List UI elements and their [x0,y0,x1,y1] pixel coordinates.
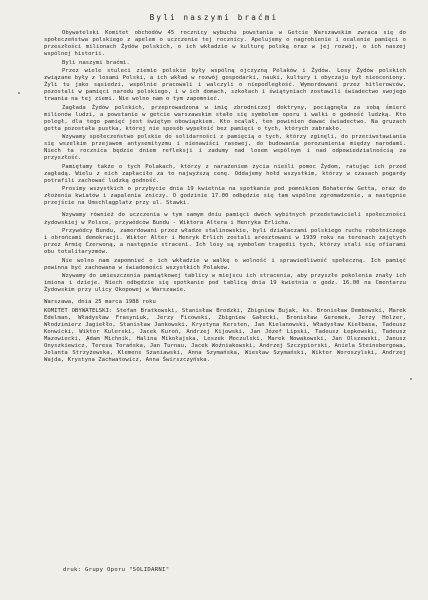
paragraph: Wzywamy społeczeństwo polskie do solidarności z pamięcią o tych, którzy zginęli, do przeciwstawiania się wszelkim przejawom antysemityzmu i nienawiści rasowej, do budowania porozumienia między narodami. Niech ta rocznica będzie dniem refleksji i zadumy nad losem wspólnym i nad odpowiedzialnością za przyszłość. [44,134,406,162]
paragraph: Nie wolno nam zapomnieć o ich wkładzie w walkę o wolność i sprawiedliwość społeczną. Ich pamięć powinna być zachowana w świadomości wszystkich Polaków. [44,257,406,271]
paragraph: Wzywamy również do uczczenia w tym samym dniu pamięci dwóch wybitnych przedstawicieli społeczności żydowskiej w Polsce, przywódców Bundu - Wiktora Altera i Henryka Erlicha. [44,212,406,226]
paragraph: Byli naszymi braćmi. [62,59,130,66]
paragraph: Przywódcy Bundu, zamordowani przez władze stalinowskie, byli działaczami polskiego ruchu robotniczego i obrońcami demokracji. Wiktor Alter i Henryk Erlich zostali aresztowani w 1939 roku na terenach zajętych przez Armię Czerwoną, a następnie straceni. Ich losy są symbolem tragedii tych, którzy stali się ofiarami obu totalitaryzmów. [44,227,406,256]
paragraph: Prosimy wszystkich o przybycie dnia 19 kwietnia na spotkanie pod pomnikiem Bohaterów Getta, oraz do złożenia kwiatów i zapalenia zniczy. O godzinie 17.00 odbędzie się tam wspólne zgromadzenie, a następnie przejście na Umschlagplatz przy ul. Stawki. [44,186,406,207]
committee-label: KOMITET OBYWATELSKI: [44,307,113,314]
paragraph: Przez wiele stuleci ziemie polskie były wspólną ojczyzną Polaków i Żydów. Losy Żydów polskich związane były z losami Polski, a ich wkład w rozwój gospodarki, nauki, kultury i obyczaju był nieoceniony. Żyli tu jako sąsiedzi, wspólnie pracowali i walczyli o niepodległość. Wymordowani przez hitlerowców, pozostali w pamięci narodu polskiego, i w ich domach, szkołach i świątyniach zostawili świadectwo swojego trwania na tej ziemi. Nie wolno nam o tym zapomnieć. [44,68,406,103]
print-note: druk: Grupy Oporu "SOLIDARNI" [63,567,170,573]
committee-block [44,308,406,364]
paragraph: Wzywamy do umieszczenia pamiątkowej tablicy w miejscu ich stracenia, aby przyszłe pokolenia znały ich imiona i dzieje. Niech odbędzie się spotkanie pod tablicą dnia 19 kwietnia o godz. 16.00 na Cmentarzu Żydowskim przy ulicy Okopowej w Warszawie. [44,273,406,294]
paragraph: Pamiętamy także o tych Polakach, którzy z narażeniem życia nieśli pomoc Żydom, ratując ich przed zagładą. Wielu z nich zapłaciło za to najwyższą cenę. Oddajemy hołd wszystkim, którzy w czasach pogardy potrafili zachować ludzką godność. [44,163,406,184]
document-body [44,30,406,365]
paragraph: Zagłada Żydów polskich, przeprowadzona w imię zbrodniczej doktryny, pociągnęła za sobą śmierć milionów ludzi, a powstanie w getcie warszawskim stało się symbolem oporu i walki o godność ludzką. Kto poległ, dla tego pamięć jest świętym obowiązkiem. Kto ocalał, ten powinien dawać świadectwo. Na gruzach getta pozostała pustka, której nie sposób wypełnić bez pamięci o tych, których zabrakło. [44,104,406,132]
document-title: Byli naszymi braćmi [149,13,279,22]
paragraph: Obywatelski Komitet obchodów 45 rocznicy wybuchu powstania w Getcie Warszawskim zwraca się do społeczeństwa polskiego z apelem o uczczenie tej rocznicy. Apelujemy o nagrobienie i ocalenie pamięci o przeszłości milionach Żydów polskich, o ich wkładzie w kulturę polską oraz w jej rozwój, o ich naszej wspólnej historii. [44,30,406,58]
committee-members: Stefan Bratkowski, Stanisław Brodzki, Zbigniew Bujak, ks. Bronisław Dembowski, Marek Edelman, Władysław Frasyniuk, Jerzy Ficowski, Zbigniew Gałecki, Bronisław Geremek, Jerzy Holzer, Włodzimierz Jagiełło, Stanisław Jankowski, Krystyna Kersten, Jan Kielanowski, Władysław Kiełbasa, Tadeusz Konwicki, Wiktor Kulerski, Jacek Kuroń, Andrzej Kijowski, Jan Józef Lipski, Tadeusz Łepkowski, Tadeusz Mazowiecki, Adam Michnik, Halina Mikołajska, Leszek Moczulski, Marek Nowakowski, Jan Olszewski, Janusz Onyszkiewicz, Teresa Torańska, Jan Turnau, Jacek Woźniakowski, Andrzej Szczypiorski, Aniela Steinsbergowa, Jolanta Strzyżewska, Klemens Szaniawski, Anna Szymańska, Wiesław Szymański, Wiktor Woroszylski, Andrzej Wajda, Krystyna Zachwatowicz, Anna Świrszczyńska. [44,307,407,363]
document-date: Warszawa, dnia 25 marca 1988 roku [44,299,156,306]
paper-speck [18,92,20,94]
paper-speck [410,378,412,380]
